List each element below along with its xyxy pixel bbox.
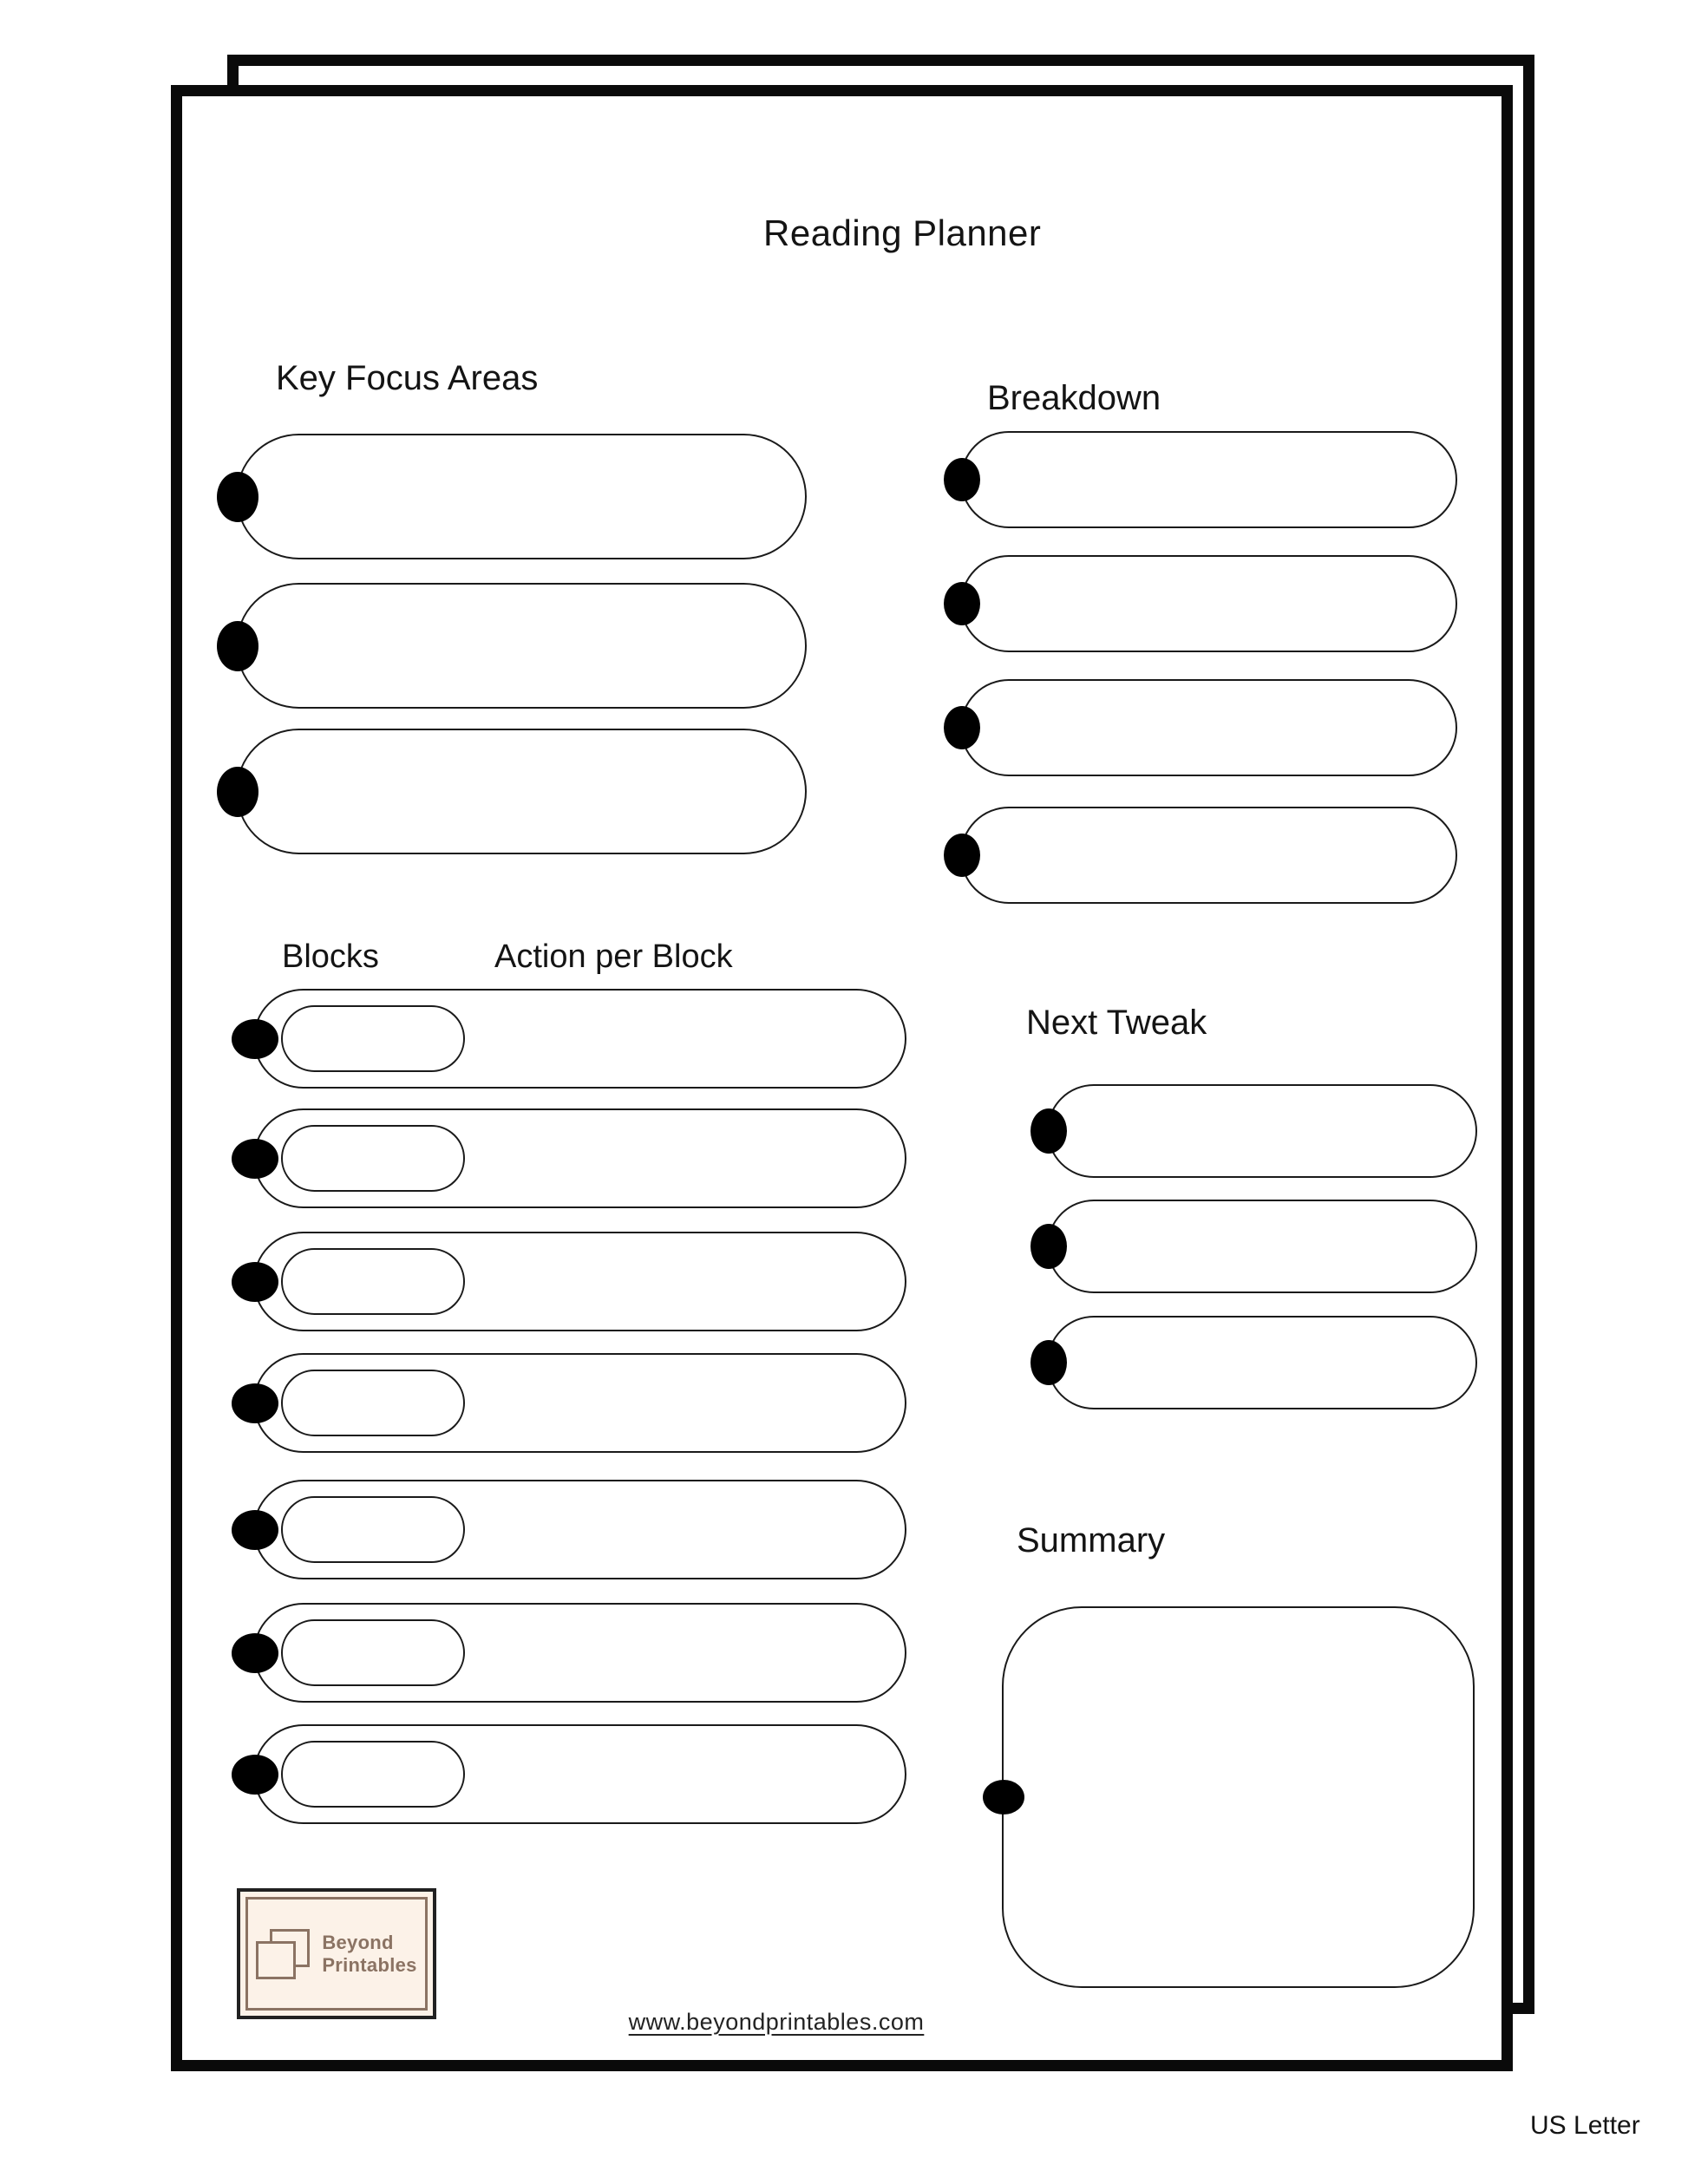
bullet-dot [232,1383,278,1423]
next-tweak-field [1047,1200,1477,1293]
bullet-dot [944,706,980,749]
bullet-dot [1030,1108,1067,1154]
brand-logo-frame [245,1897,428,2011]
summary-heading: Summary [1017,1521,1166,1560]
bullet-dot [944,458,980,501]
focus-area-field [236,434,807,559]
block-label-field [281,1125,465,1192]
block-field [253,1603,906,1703]
next-tweak-field [1047,1084,1477,1178]
key-focus-areas-heading: Key Focus Areas [276,359,539,397]
bullet-dot [232,1633,278,1673]
bullet-dot [217,621,258,671]
next-tweak-field [1047,1316,1477,1409]
bullet-dot [983,1780,1024,1815]
block-field [253,1108,906,1208]
breakdown-heading: Breakdown [987,379,1161,417]
bullet-dot [1030,1340,1067,1385]
brand-logo [237,1888,436,2019]
block-field [253,1232,906,1331]
brand-name-line2: Printables [322,1953,417,1976]
block-field [253,1353,906,1453]
bullet-dot [232,1510,278,1550]
bullet-dot [232,1755,278,1795]
breakdown-field [960,555,1457,652]
block-field [253,989,906,1089]
bullet-dot [232,1139,278,1179]
planner-page [171,85,1513,2071]
focus-area-field [236,583,807,709]
bullet-dot [944,582,980,625]
stacked-pages-icon [256,1929,310,1979]
block-label-field [281,1496,465,1563]
block-field [253,1724,906,1824]
bullet-dot [944,834,980,877]
bullet-dot [217,767,258,817]
breakdown-field [960,679,1457,776]
page-title: Reading Planner [763,213,1042,253]
block-label-field [281,1619,465,1686]
block-label-field [281,1248,465,1315]
block-field [253,1480,906,1579]
brand-name [322,1932,416,1977]
brand-name-line1: Beyond [322,1931,394,1953]
focus-area-field [236,729,807,854]
bullet-dot [1030,1224,1067,1269]
footer-url-link[interactable]: www.beyondprintables.com [628,2009,925,2035]
action-per-block-heading: Action per Block [494,938,733,975]
block-label-field [281,1741,465,1808]
next-tweak-heading: Next Tweak [1026,1004,1207,1042]
block-label-field [281,1005,465,1072]
breakdown-field [960,431,1457,528]
breakdown-field [960,807,1457,904]
bullet-dot [232,1262,278,1302]
paper-size-label: US Letter [1530,2111,1640,2140]
block-label-field [281,1370,465,1436]
blocks-heading: Blocks [282,938,379,975]
bullet-dot [232,1019,278,1059]
bullet-dot [217,472,258,522]
summary-field [1002,1606,1475,1988]
